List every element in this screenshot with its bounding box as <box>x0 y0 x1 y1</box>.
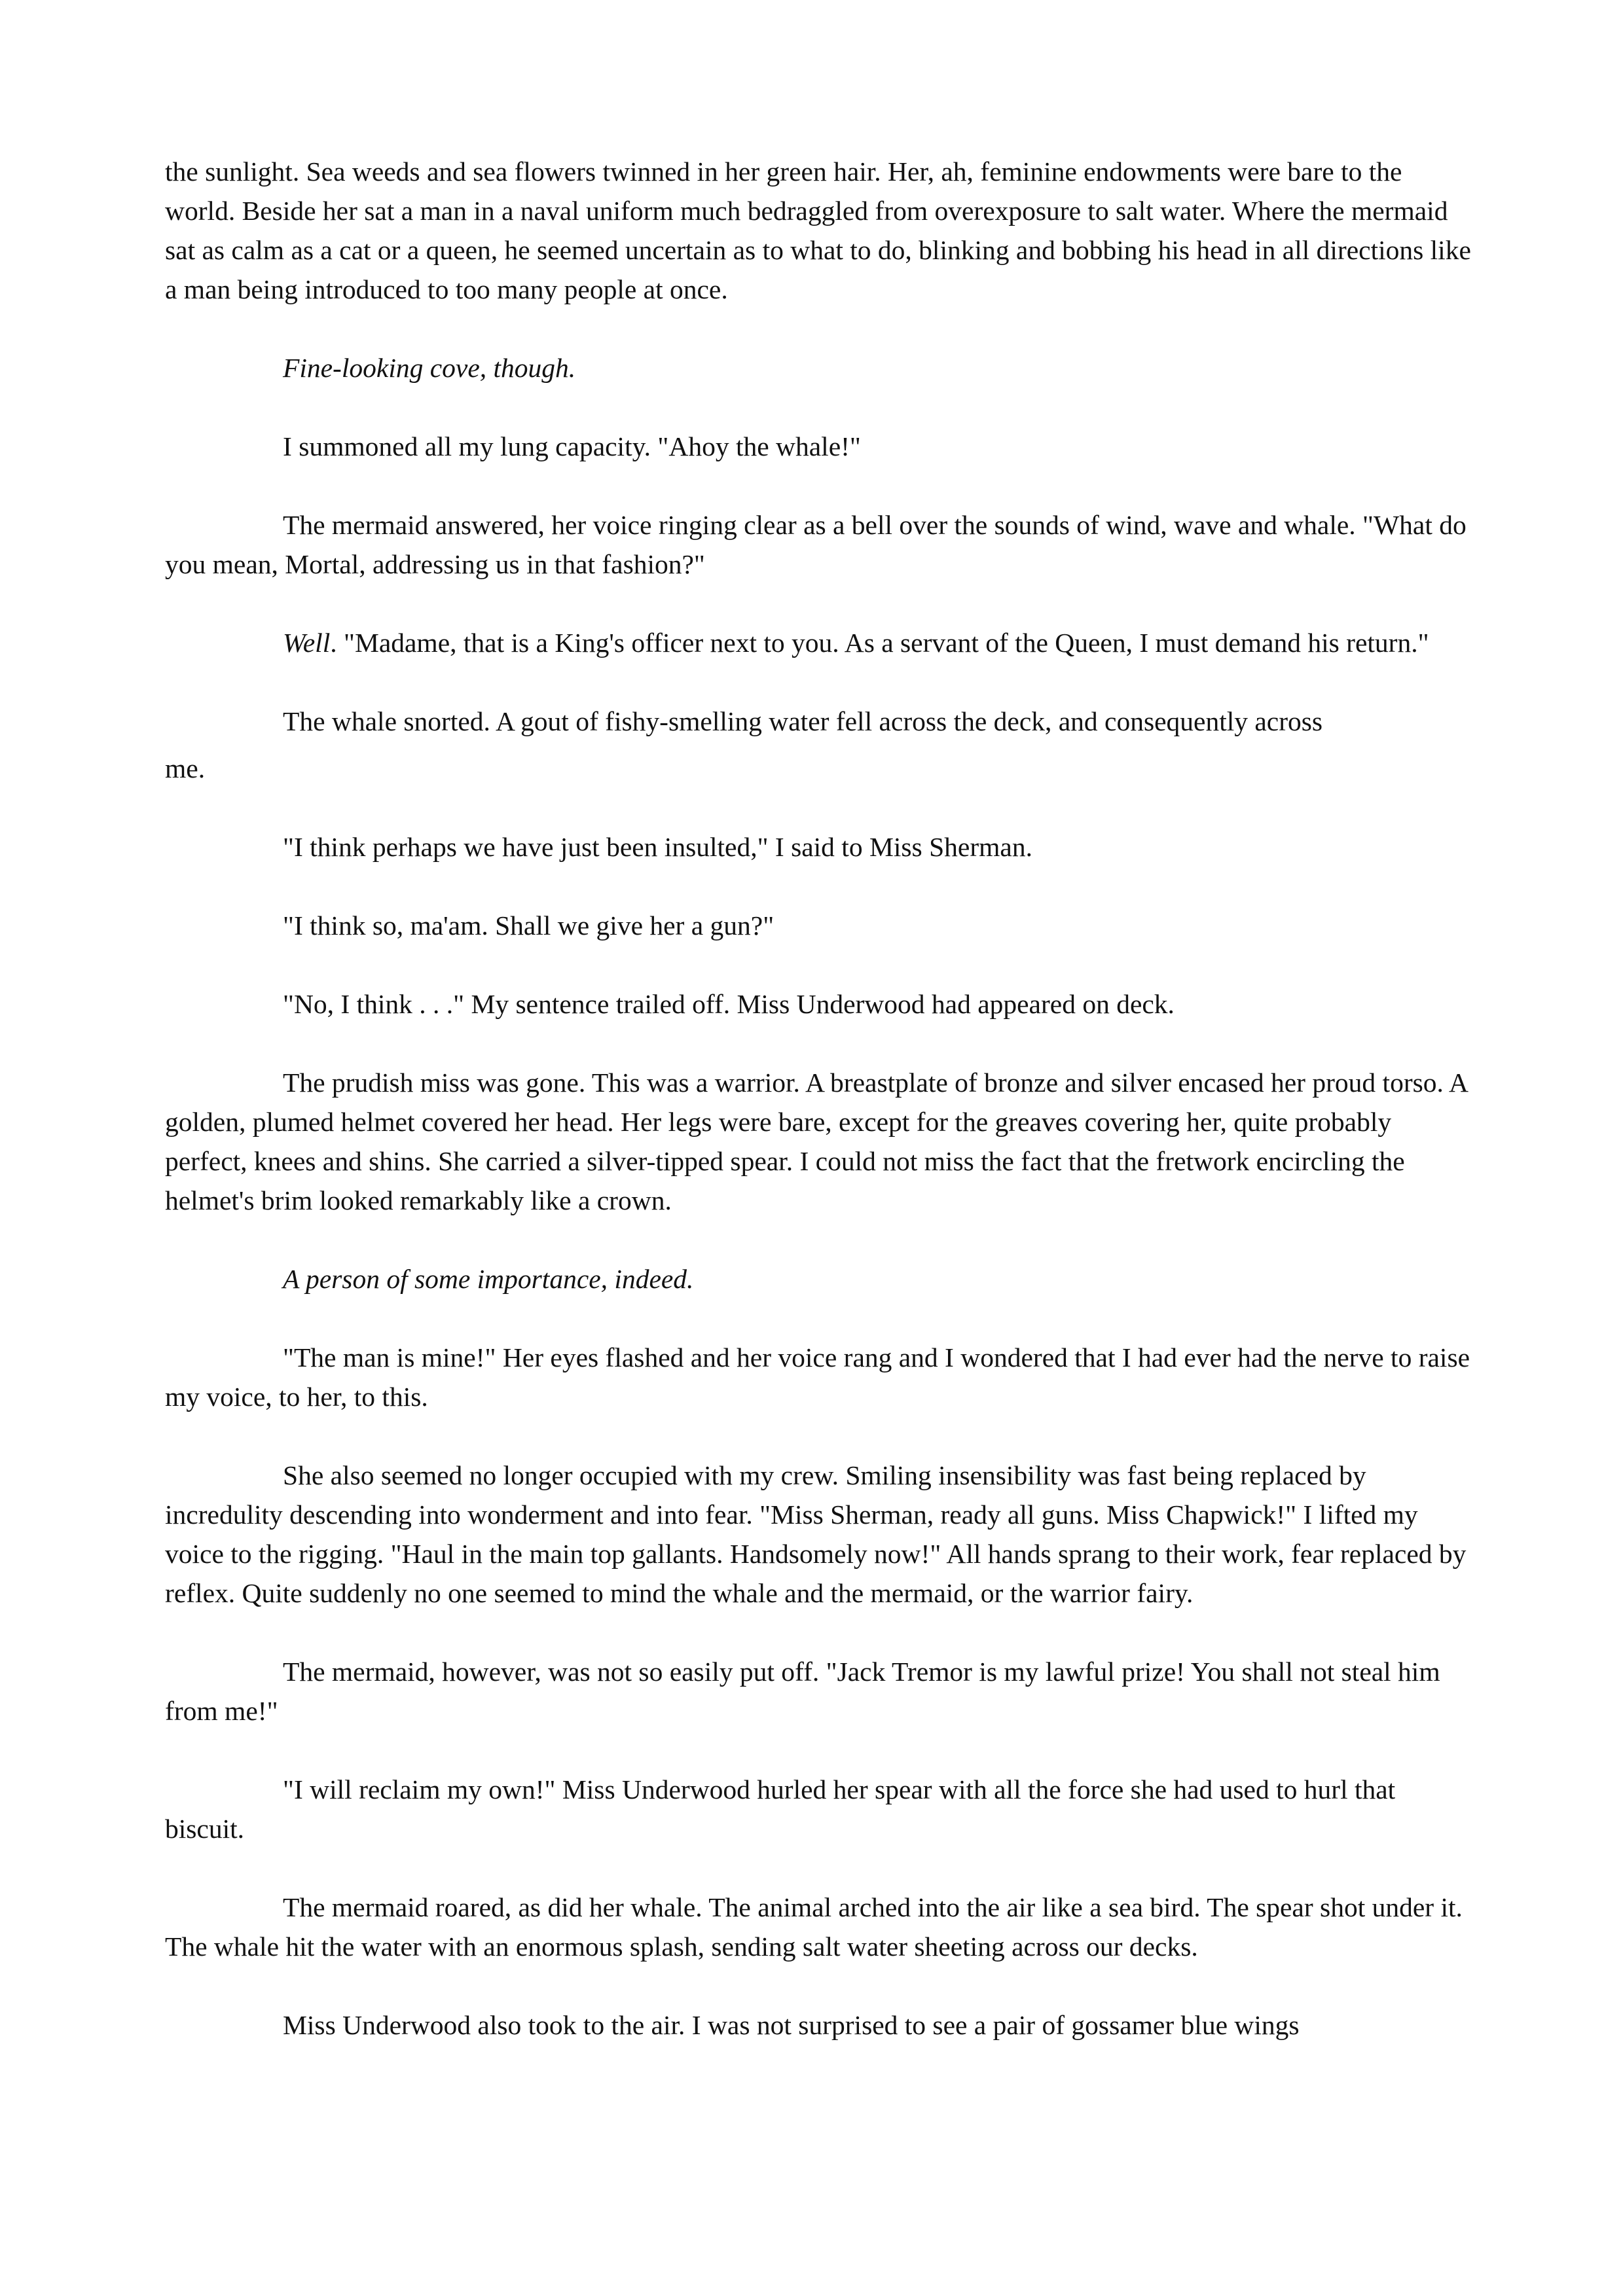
paragraph-tail: me. <box>165 753 206 783</box>
paragraph: "I think perhaps we have just been insulted," I said to Miss Sherman. <box>283 832 1032 862</box>
paragraph: The mermaid answered, her voice ringing clear as a bell over the sounds of wind, wave and whale. "What do you mean, Mortal, addressing us in that fashion?" <box>165 510 1467 579</box>
paragraph-continued: the sunlight. Sea weeds and sea flowers twinned in her green hair. Her, ah, feminine endowments were bare to the world. Beside her sat a man in a naval uniform much bedraggled from overexposure to salt water. Where the mermaid sat as calm as a cat or a queen, he seemed uncertain as to what to do, blinking and bobbing his head in all directions like a man being introduced to too many people at once. <box>165 156 1471 304</box>
paragraph: The prudish miss was gone. This was a warrior. A breastplate of bronze and silver encased her proud torso. A golden, plumed helmet covered her head. Her legs were bare, except for the greaves covering her, quite probably perfect, knees and shins. She carried a silver-tipped spear. I could not miss the fact that the fretwork encircling the helmet's brim looked remarkably like a crown. <box>165 1067 1467 1215</box>
paragraph: I summoned all my lung capacity. "Ahoy the whale!" <box>283 431 861 461</box>
paragraph: The mermaid roared, as did her whale. The animal arched into the air like a sea bird. The spear shot under it. The whale hit the water with an enormous splash, sending salt water sheeting across our decks. <box>165 1892 1463 1962</box>
paragraph-thought: Fine-looking cove, though. <box>283 353 576 383</box>
paragraph: The mermaid, however, was not so easily put off. "Jack Tremor is my lawful prize! You shall not steal him from me!" <box>165 1657 1440 1726</box>
emphasis-text: Well <box>283 628 331 658</box>
paragraph: "The man is mine!" Her eyes flashed and her voice rang and I wondered that I had ever had the nerve to raise my voice, to her, to this. <box>165 1342 1470 1412</box>
paragraph: "I will reclaim my own!" Miss Underwood hurled her spear with all the force she had used to hurl that biscuit. <box>165 1774 1396 1844</box>
paragraph: "I think so, ma'am. Shall we give her a gun?" <box>283 910 775 941</box>
paragraph: "No, I think . . ." My sentence trailed off. Miss Underwood had appeared on deck. <box>283 989 1175 1019</box>
paragraph <box>165 623 1471 662</box>
paragraph-text: . "Madame, that is a King's officer next to you. As a servant of the Queen, I must demand his return." <box>330 628 1429 658</box>
paragraph-text: The whale snorted. A gout of fishy-smelling water fell across the deck, and consequently across <box>283 706 1323 736</box>
paragraph: She also seemed no longer occupied with my crew. Smiling insensibility was fast being replaced by incredulity descending into wonderment and into fear. "Miss Sherman, ready all guns. Miss Chapwick!" I lifted my voice to the rigging. "Haul in the main top gallants. Handsomely now!" All hands sprang to their work, fear replaced by reflex. Quite suddenly no one seemed to mind the whale and the mermaid, or the warrior fairy. <box>165 1460 1467 1608</box>
paragraph <box>165 702 1471 788</box>
document-page <box>165 152 1471 2045</box>
paragraph: Miss Underwood also took to the air. I was not surprised to see a pair of gossamer blue wings <box>283 2010 1300 2040</box>
paragraph-thought: A person of some importance, indeed. <box>283 1264 694 1294</box>
